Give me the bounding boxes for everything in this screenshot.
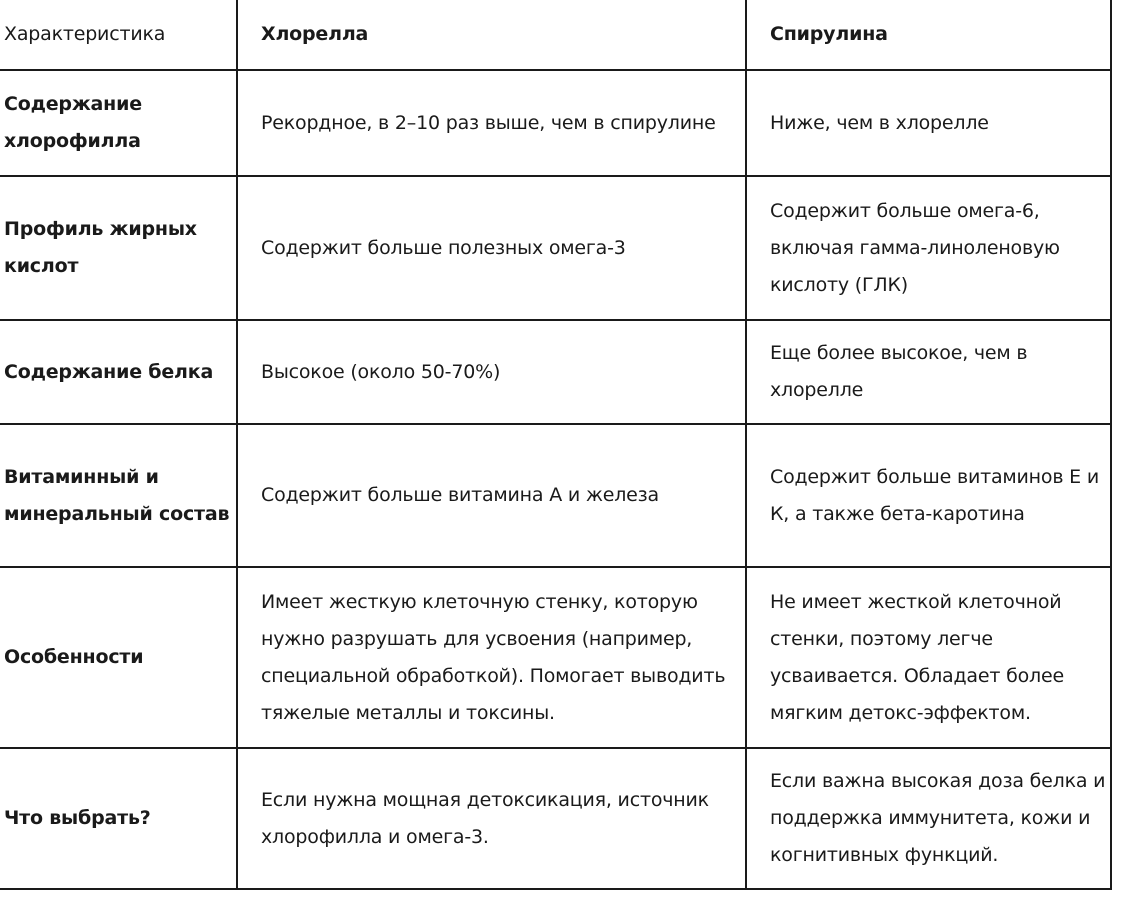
- table-header-row: [0, 0, 1111, 70]
- header-characteristic: Характеристика: [0, 0, 237, 70]
- cell-chlorella: Имеет жесткую клеточную стенку, которую нужно разрушать для усвоения (например, специальной обработкой). Помогает выводить тяжелые металлы и токсины.: [237, 567, 746, 748]
- table-row: [0, 748, 1111, 889]
- header-chlorella: Хлорелла: [237, 0, 746, 70]
- table-row: [0, 176, 1111, 320]
- table-row: [0, 567, 1111, 748]
- cell-spirulina: Содержит больше омега-6, включая гамма-линоленовую кислоту (ГЛК): [746, 176, 1111, 320]
- cell-chlorella: Высокое (около 50-70%): [237, 320, 746, 424]
- cell-spirulina: Если важна высокая доза белка и поддержка иммунитета, кожи и когнитивных функций.: [746, 748, 1111, 889]
- cell-spirulina: Содержит больше витаминов Е и К, а также бета-каротина: [746, 424, 1111, 567]
- row-label-fatty-acids: Профиль жирных кислот: [0, 176, 237, 320]
- table-row: [0, 70, 1111, 176]
- cell-spirulina: Еще более высокое, чем в хлорелле: [746, 320, 1111, 424]
- header-spirulina: Спирулина: [746, 0, 1111, 70]
- table-row: [0, 424, 1111, 567]
- row-label-what-to-choose: Что выбрать?: [0, 748, 237, 889]
- cell-spirulina: Ниже, чем в хлорелле: [746, 70, 1111, 176]
- row-label-features: Особенности: [0, 567, 237, 748]
- row-label-chlorophyll: Содержание хлорофилла: [0, 70, 237, 176]
- row-label-protein: Содержание белка: [0, 320, 237, 424]
- cell-chlorella: Если нужна мощная детоксикация, источник хлорофилла и омега-3.: [237, 748, 746, 889]
- table-row: [0, 320, 1111, 424]
- row-label-vitamins-minerals: Витаминный и минеральный состав: [0, 424, 237, 567]
- cell-spirulina: Не имеет жесткой клеточной стенки, поэтому легче усваивается. Обладает более мягким детокс-эффектом.: [746, 567, 1111, 748]
- cell-chlorella: Рекордное, в 2–10 раз выше, чем в спирулине: [237, 70, 746, 176]
- cell-chlorella: Содержит больше витамина А и железа: [237, 424, 746, 567]
- cell-chlorella: Содержит больше полезных омега-3: [237, 176, 746, 320]
